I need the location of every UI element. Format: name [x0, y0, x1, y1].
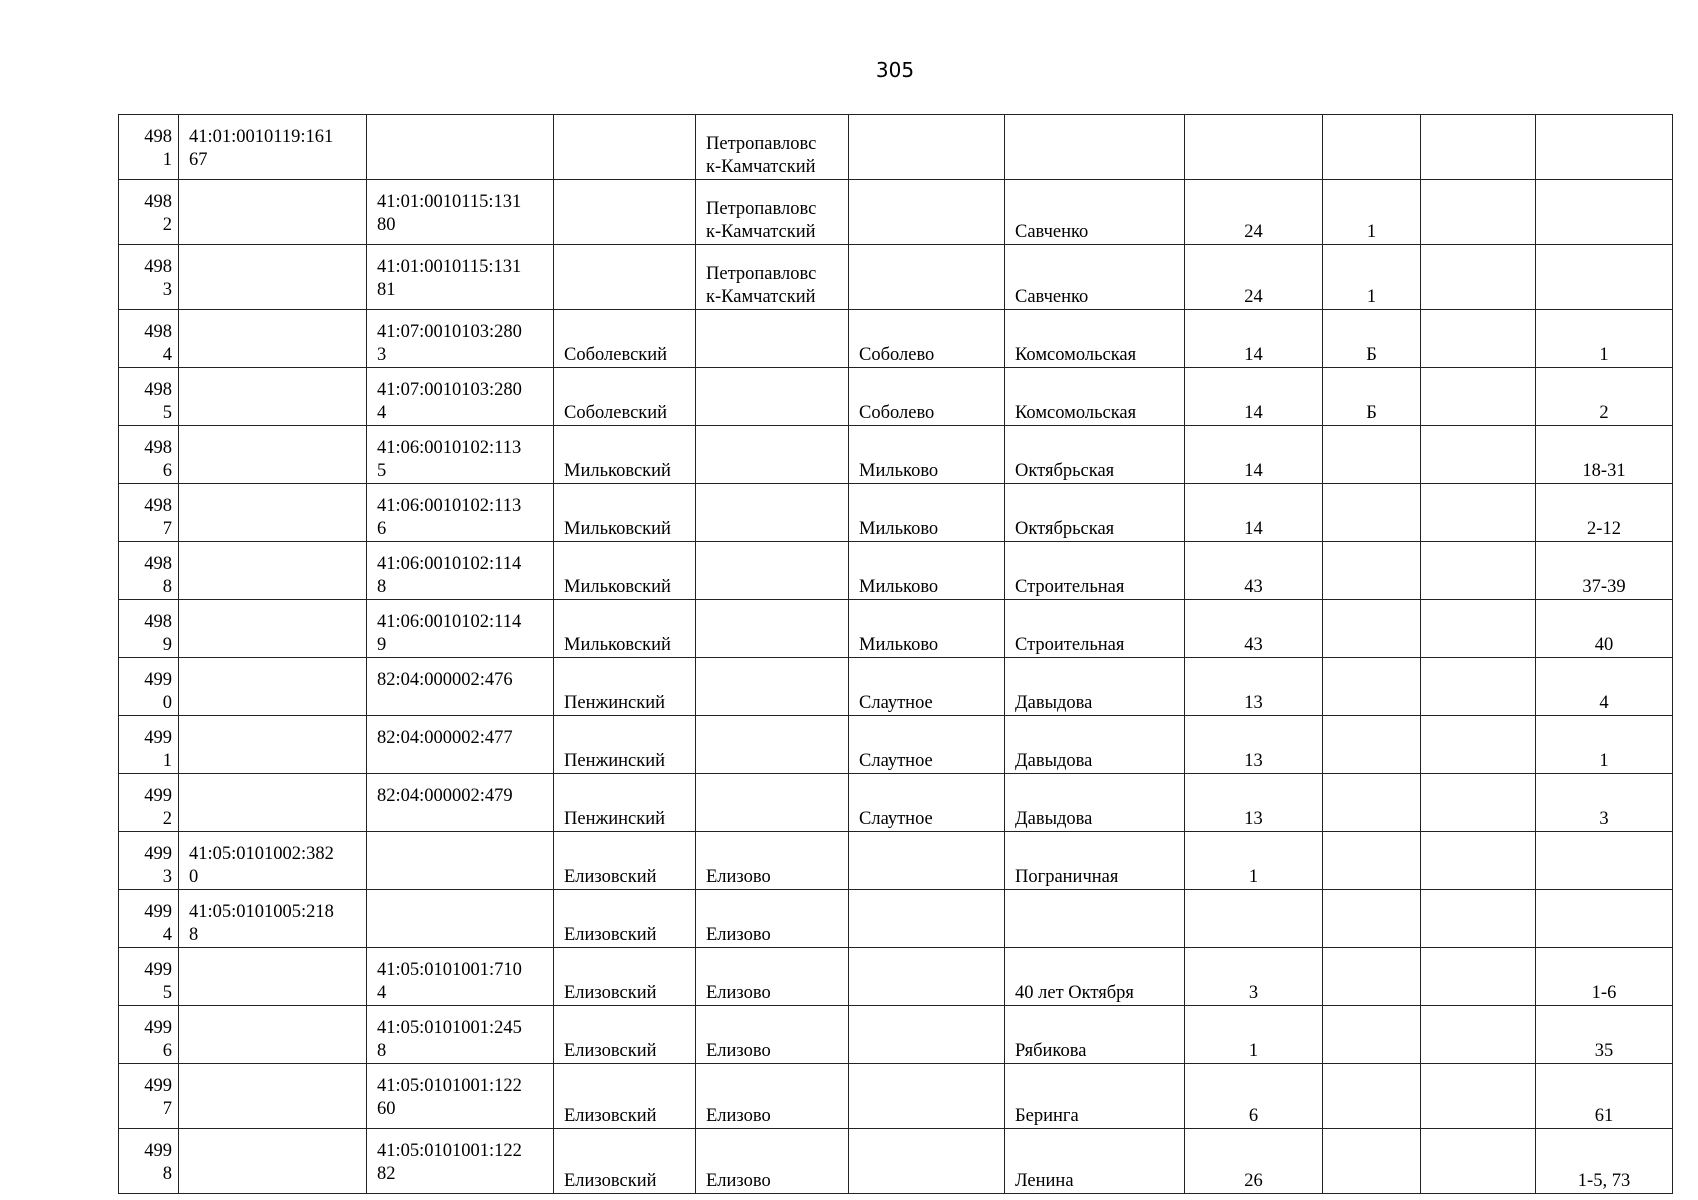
cell-building-letter	[1323, 600, 1421, 658]
cell-structure	[1421, 542, 1536, 600]
cell-building-letter	[1323, 716, 1421, 774]
cell-building-letter	[1323, 1006, 1421, 1064]
cell-house-number: 24	[1185, 180, 1323, 245]
cell-row-number: 499 0	[119, 658, 179, 716]
cell-apartment	[1536, 832, 1673, 890]
cell-structure	[1421, 1006, 1536, 1064]
cell-building-letter	[1323, 832, 1421, 890]
cell-settlement: Мильково	[849, 600, 1005, 658]
table-row	[119, 368, 1673, 426]
cell-structure	[1421, 1129, 1536, 1194]
cell-district	[554, 245, 696, 310]
cell-cadastral-number-premises: 41:06:0010102:113 6	[367, 484, 554, 542]
cell-settlement	[849, 245, 1005, 310]
cell-district	[554, 115, 696, 180]
cell-cadastral-number-building	[179, 310, 367, 368]
cell-building-letter: 1	[1323, 245, 1421, 310]
cell-structure	[1421, 180, 1536, 245]
cell-structure	[1421, 774, 1536, 832]
table-row	[119, 716, 1673, 774]
cell-row-number: 498 7	[119, 484, 179, 542]
cell-house-number	[1185, 115, 1323, 180]
cell-city	[696, 774, 849, 832]
cell-cadastral-number-building	[179, 180, 367, 245]
table-row	[119, 948, 1673, 1006]
cell-house-number: 14	[1185, 484, 1323, 542]
cell-cadastral-number-building	[179, 948, 367, 1006]
cell-street: Савченко	[1005, 180, 1185, 245]
cell-cadastral-number-premises	[367, 115, 554, 180]
cell-row-number: 498 2	[119, 180, 179, 245]
cell-settlement	[849, 832, 1005, 890]
cell-cadastral-number-premises: 41:06:0010102:113 5	[367, 426, 554, 484]
cell-cadastral-number-building	[179, 426, 367, 484]
cell-settlement: Мильково	[849, 484, 1005, 542]
cell-structure	[1421, 310, 1536, 368]
cell-settlement: Слаутное	[849, 774, 1005, 832]
cell-row-number: 499 5	[119, 948, 179, 1006]
table-row	[119, 245, 1673, 310]
cell-apartment: 61	[1536, 1064, 1673, 1129]
cell-building-letter: Б	[1323, 368, 1421, 426]
cell-cadastral-number-premises: 41:05:0101001:710 4	[367, 948, 554, 1006]
cell-district: Елизовский	[554, 948, 696, 1006]
cell-street: Давыдова	[1005, 774, 1185, 832]
cell-settlement	[849, 115, 1005, 180]
cell-cadastral-number-building	[179, 774, 367, 832]
cell-cadastral-number-premises: 41:07:0010103:280 4	[367, 368, 554, 426]
cell-structure	[1421, 948, 1536, 1006]
cell-building-letter	[1323, 1064, 1421, 1129]
cell-street	[1005, 115, 1185, 180]
cell-district: Елизовский	[554, 1129, 696, 1194]
cell-building-letter	[1323, 426, 1421, 484]
cell-city: Елизово	[696, 1006, 849, 1064]
table-row	[119, 180, 1673, 245]
cell-district: Елизовский	[554, 890, 696, 948]
cell-cadastral-number-building	[179, 245, 367, 310]
cell-district	[554, 180, 696, 245]
cell-building-letter	[1323, 658, 1421, 716]
cell-cadastral-number-premises: 82:04:000002:476	[367, 658, 554, 716]
cell-settlement	[849, 948, 1005, 1006]
cell-cadastral-number-premises: 41:01:0010115:131 81	[367, 245, 554, 310]
cell-structure	[1421, 832, 1536, 890]
cell-structure	[1421, 1064, 1536, 1129]
cell-street: Савченко	[1005, 245, 1185, 310]
cell-cadastral-number-premises: 41:05:0101001:245 8	[367, 1006, 554, 1064]
cell-city: Петропавловс к-Камчатский	[696, 180, 849, 245]
cell-settlement: Мильково	[849, 426, 1005, 484]
table-row	[119, 542, 1673, 600]
cell-cadastral-number-premises: 41:01:0010115:131 80	[367, 180, 554, 245]
cell-apartment	[1536, 890, 1673, 948]
cell-street: Октябрьская	[1005, 484, 1185, 542]
cell-settlement: Слаутное	[849, 716, 1005, 774]
cell-house-number: 13	[1185, 716, 1323, 774]
cell-settlement: Мильково	[849, 542, 1005, 600]
table-row	[119, 1006, 1673, 1064]
cell-house-number: 1	[1185, 832, 1323, 890]
cell-street: 40 лет Октября	[1005, 948, 1185, 1006]
cell-cadastral-number-premises: 41:05:0101001:122 82	[367, 1129, 554, 1194]
cell-city	[696, 600, 849, 658]
cell-apartment	[1536, 115, 1673, 180]
cell-structure	[1421, 368, 1536, 426]
cell-house-number: 43	[1185, 600, 1323, 658]
cell-row-number: 499 8	[119, 1129, 179, 1194]
cell-apartment: 1	[1536, 716, 1673, 774]
cell-apartment: 1-6	[1536, 948, 1673, 1006]
cell-structure	[1421, 484, 1536, 542]
cell-city	[696, 310, 849, 368]
cell-row-number: 498 6	[119, 426, 179, 484]
cell-cadastral-number-premises: 41:05:0101001:122 60	[367, 1064, 554, 1129]
cell-district: Мильковский	[554, 600, 696, 658]
cell-cadastral-number-building	[179, 1006, 367, 1064]
cell-street: Строительная	[1005, 542, 1185, 600]
cell-district: Мильковский	[554, 484, 696, 542]
table-row	[119, 658, 1673, 716]
cell-settlement	[849, 890, 1005, 948]
cell-cadastral-number-premises: 41:06:0010102:114 9	[367, 600, 554, 658]
cell-settlement	[849, 1006, 1005, 1064]
cell-street: Беринга	[1005, 1064, 1185, 1129]
cell-house-number: 6	[1185, 1064, 1323, 1129]
cell-cadastral-number-premises	[367, 890, 554, 948]
cell-house-number: 43	[1185, 542, 1323, 600]
cell-city	[696, 426, 849, 484]
cell-structure	[1421, 245, 1536, 310]
table-row	[119, 1129, 1673, 1194]
cell-building-letter	[1323, 115, 1421, 180]
cell-row-number: 499 3	[119, 832, 179, 890]
cell-settlement	[849, 180, 1005, 245]
cell-house-number: 1	[1185, 1006, 1323, 1064]
cell-building-letter	[1323, 948, 1421, 1006]
cell-settlement	[849, 1129, 1005, 1194]
cell-city	[696, 542, 849, 600]
cell-cadastral-number-building	[179, 368, 367, 426]
cell-settlement	[849, 1064, 1005, 1129]
cell-row-number: 498 8	[119, 542, 179, 600]
cell-apartment: 4	[1536, 658, 1673, 716]
cell-city	[696, 484, 849, 542]
cell-settlement: Слаутное	[849, 658, 1005, 716]
cell-structure	[1421, 890, 1536, 948]
table-row	[119, 115, 1673, 180]
cell-cadastral-number-building: 41:05:0101005:218 8	[179, 890, 367, 948]
cell-district: Соболевский	[554, 368, 696, 426]
cell-cadastral-number-building: 41:05:0101002:382 0	[179, 832, 367, 890]
cell-structure	[1421, 115, 1536, 180]
cell-cadastral-number-building	[179, 1129, 367, 1194]
cell-building-letter	[1323, 484, 1421, 542]
cell-apartment: 37-39	[1536, 542, 1673, 600]
cell-structure	[1421, 716, 1536, 774]
cell-row-number: 498 4	[119, 310, 179, 368]
cell-cadastral-number-building	[179, 600, 367, 658]
cell-district: Мильковский	[554, 426, 696, 484]
cell-city: Елизово	[696, 1129, 849, 1194]
cell-district: Мильковский	[554, 542, 696, 600]
cell-street: Ленина	[1005, 1129, 1185, 1194]
cell-structure	[1421, 658, 1536, 716]
cell-district: Елизовский	[554, 1064, 696, 1129]
cell-structure	[1421, 600, 1536, 658]
cell-apartment: 1	[1536, 310, 1673, 368]
cell-house-number: 14	[1185, 368, 1323, 426]
cell-apartment: 40	[1536, 600, 1673, 658]
cell-street: Строительная	[1005, 600, 1185, 658]
cell-building-letter: Б	[1323, 310, 1421, 368]
cell-district: Пенжинский	[554, 716, 696, 774]
cell-street: Давыдова	[1005, 716, 1185, 774]
cell-cadastral-number-building	[179, 658, 367, 716]
cell-cadastral-number-building	[179, 484, 367, 542]
cell-house-number: 26	[1185, 1129, 1323, 1194]
cell-row-number: 498 1	[119, 115, 179, 180]
table-row	[119, 832, 1673, 890]
cell-row-number: 498 5	[119, 368, 179, 426]
cell-city: Петропавловс к-Камчатский	[696, 115, 849, 180]
cell-house-number: 14	[1185, 426, 1323, 484]
table-row	[119, 890, 1673, 948]
cell-city: Петропавловс к-Камчатский	[696, 245, 849, 310]
cell-building-letter	[1323, 1129, 1421, 1194]
page-number: 305	[875, 58, 915, 82]
cell-street: Рябикова	[1005, 1006, 1185, 1064]
cell-district: Соболевский	[554, 310, 696, 368]
cell-cadastral-number-building	[179, 1064, 367, 1129]
cell-street: Комсомольская	[1005, 310, 1185, 368]
cell-cadastral-number-premises: 82:04:000002:479	[367, 774, 554, 832]
cell-house-number: 24	[1185, 245, 1323, 310]
cell-city: Елизово	[696, 832, 849, 890]
table-row	[119, 1064, 1673, 1129]
cell-row-number: 499 4	[119, 890, 179, 948]
cell-city	[696, 368, 849, 426]
cell-apartment: 2-12	[1536, 484, 1673, 542]
cell-apartment: 2	[1536, 368, 1673, 426]
cell-street: Давыдова	[1005, 658, 1185, 716]
cell-cadastral-number-premises	[367, 832, 554, 890]
cell-house-number: 14	[1185, 310, 1323, 368]
cell-cadastral-number-premises: 41:07:0010103:280 3	[367, 310, 554, 368]
cell-row-number: 498 3	[119, 245, 179, 310]
table-row	[119, 426, 1673, 484]
cell-building-letter: 1	[1323, 180, 1421, 245]
cell-row-number: 499 2	[119, 774, 179, 832]
cell-street: Комсомольская	[1005, 368, 1185, 426]
cell-district: Елизовский	[554, 1006, 696, 1064]
cell-house-number	[1185, 890, 1323, 948]
cell-cadastral-number-building: 41:01:0010119:161 67	[179, 115, 367, 180]
cell-settlement: Соболево	[849, 310, 1005, 368]
table-row	[119, 484, 1673, 542]
register-table	[118, 114, 1673, 1194]
cell-district: Елизовский	[554, 832, 696, 890]
cell-cadastral-number-premises: 41:06:0010102:114 8	[367, 542, 554, 600]
cell-house-number: 13	[1185, 658, 1323, 716]
cell-street: Октябрьская	[1005, 426, 1185, 484]
cell-apartment: 3	[1536, 774, 1673, 832]
cell-city: Елизово	[696, 1064, 849, 1129]
cell-district: Пенжинский	[554, 658, 696, 716]
cell-city: Елизово	[696, 948, 849, 1006]
cell-row-number: 499 7	[119, 1064, 179, 1129]
cell-building-letter	[1323, 542, 1421, 600]
table-row	[119, 600, 1673, 658]
cell-cadastral-number-building	[179, 542, 367, 600]
cell-apartment	[1536, 245, 1673, 310]
cell-apartment	[1536, 180, 1673, 245]
cell-settlement: Соболево	[849, 368, 1005, 426]
cell-city: Елизово	[696, 890, 849, 948]
table-row	[119, 774, 1673, 832]
cell-cadastral-number-premises: 82:04:000002:477	[367, 716, 554, 774]
cell-cadastral-number-building	[179, 716, 367, 774]
cell-row-number: 498 9	[119, 600, 179, 658]
cell-house-number: 13	[1185, 774, 1323, 832]
cell-district: Пенжинский	[554, 774, 696, 832]
table-row	[119, 310, 1673, 368]
cell-row-number: 499 1	[119, 716, 179, 774]
cell-apartment: 1-5, 73	[1536, 1129, 1673, 1194]
cell-street	[1005, 890, 1185, 948]
cell-apartment: 18-31	[1536, 426, 1673, 484]
cell-city	[696, 658, 849, 716]
cell-structure	[1421, 426, 1536, 484]
cell-house-number: 3	[1185, 948, 1323, 1006]
cell-street: Пограничная	[1005, 832, 1185, 890]
cell-building-letter	[1323, 774, 1421, 832]
cell-building-letter	[1323, 890, 1421, 948]
cell-apartment: 35	[1536, 1006, 1673, 1064]
cell-city	[696, 716, 849, 774]
table-body	[119, 115, 1673, 1194]
cell-row-number: 499 6	[119, 1006, 179, 1064]
